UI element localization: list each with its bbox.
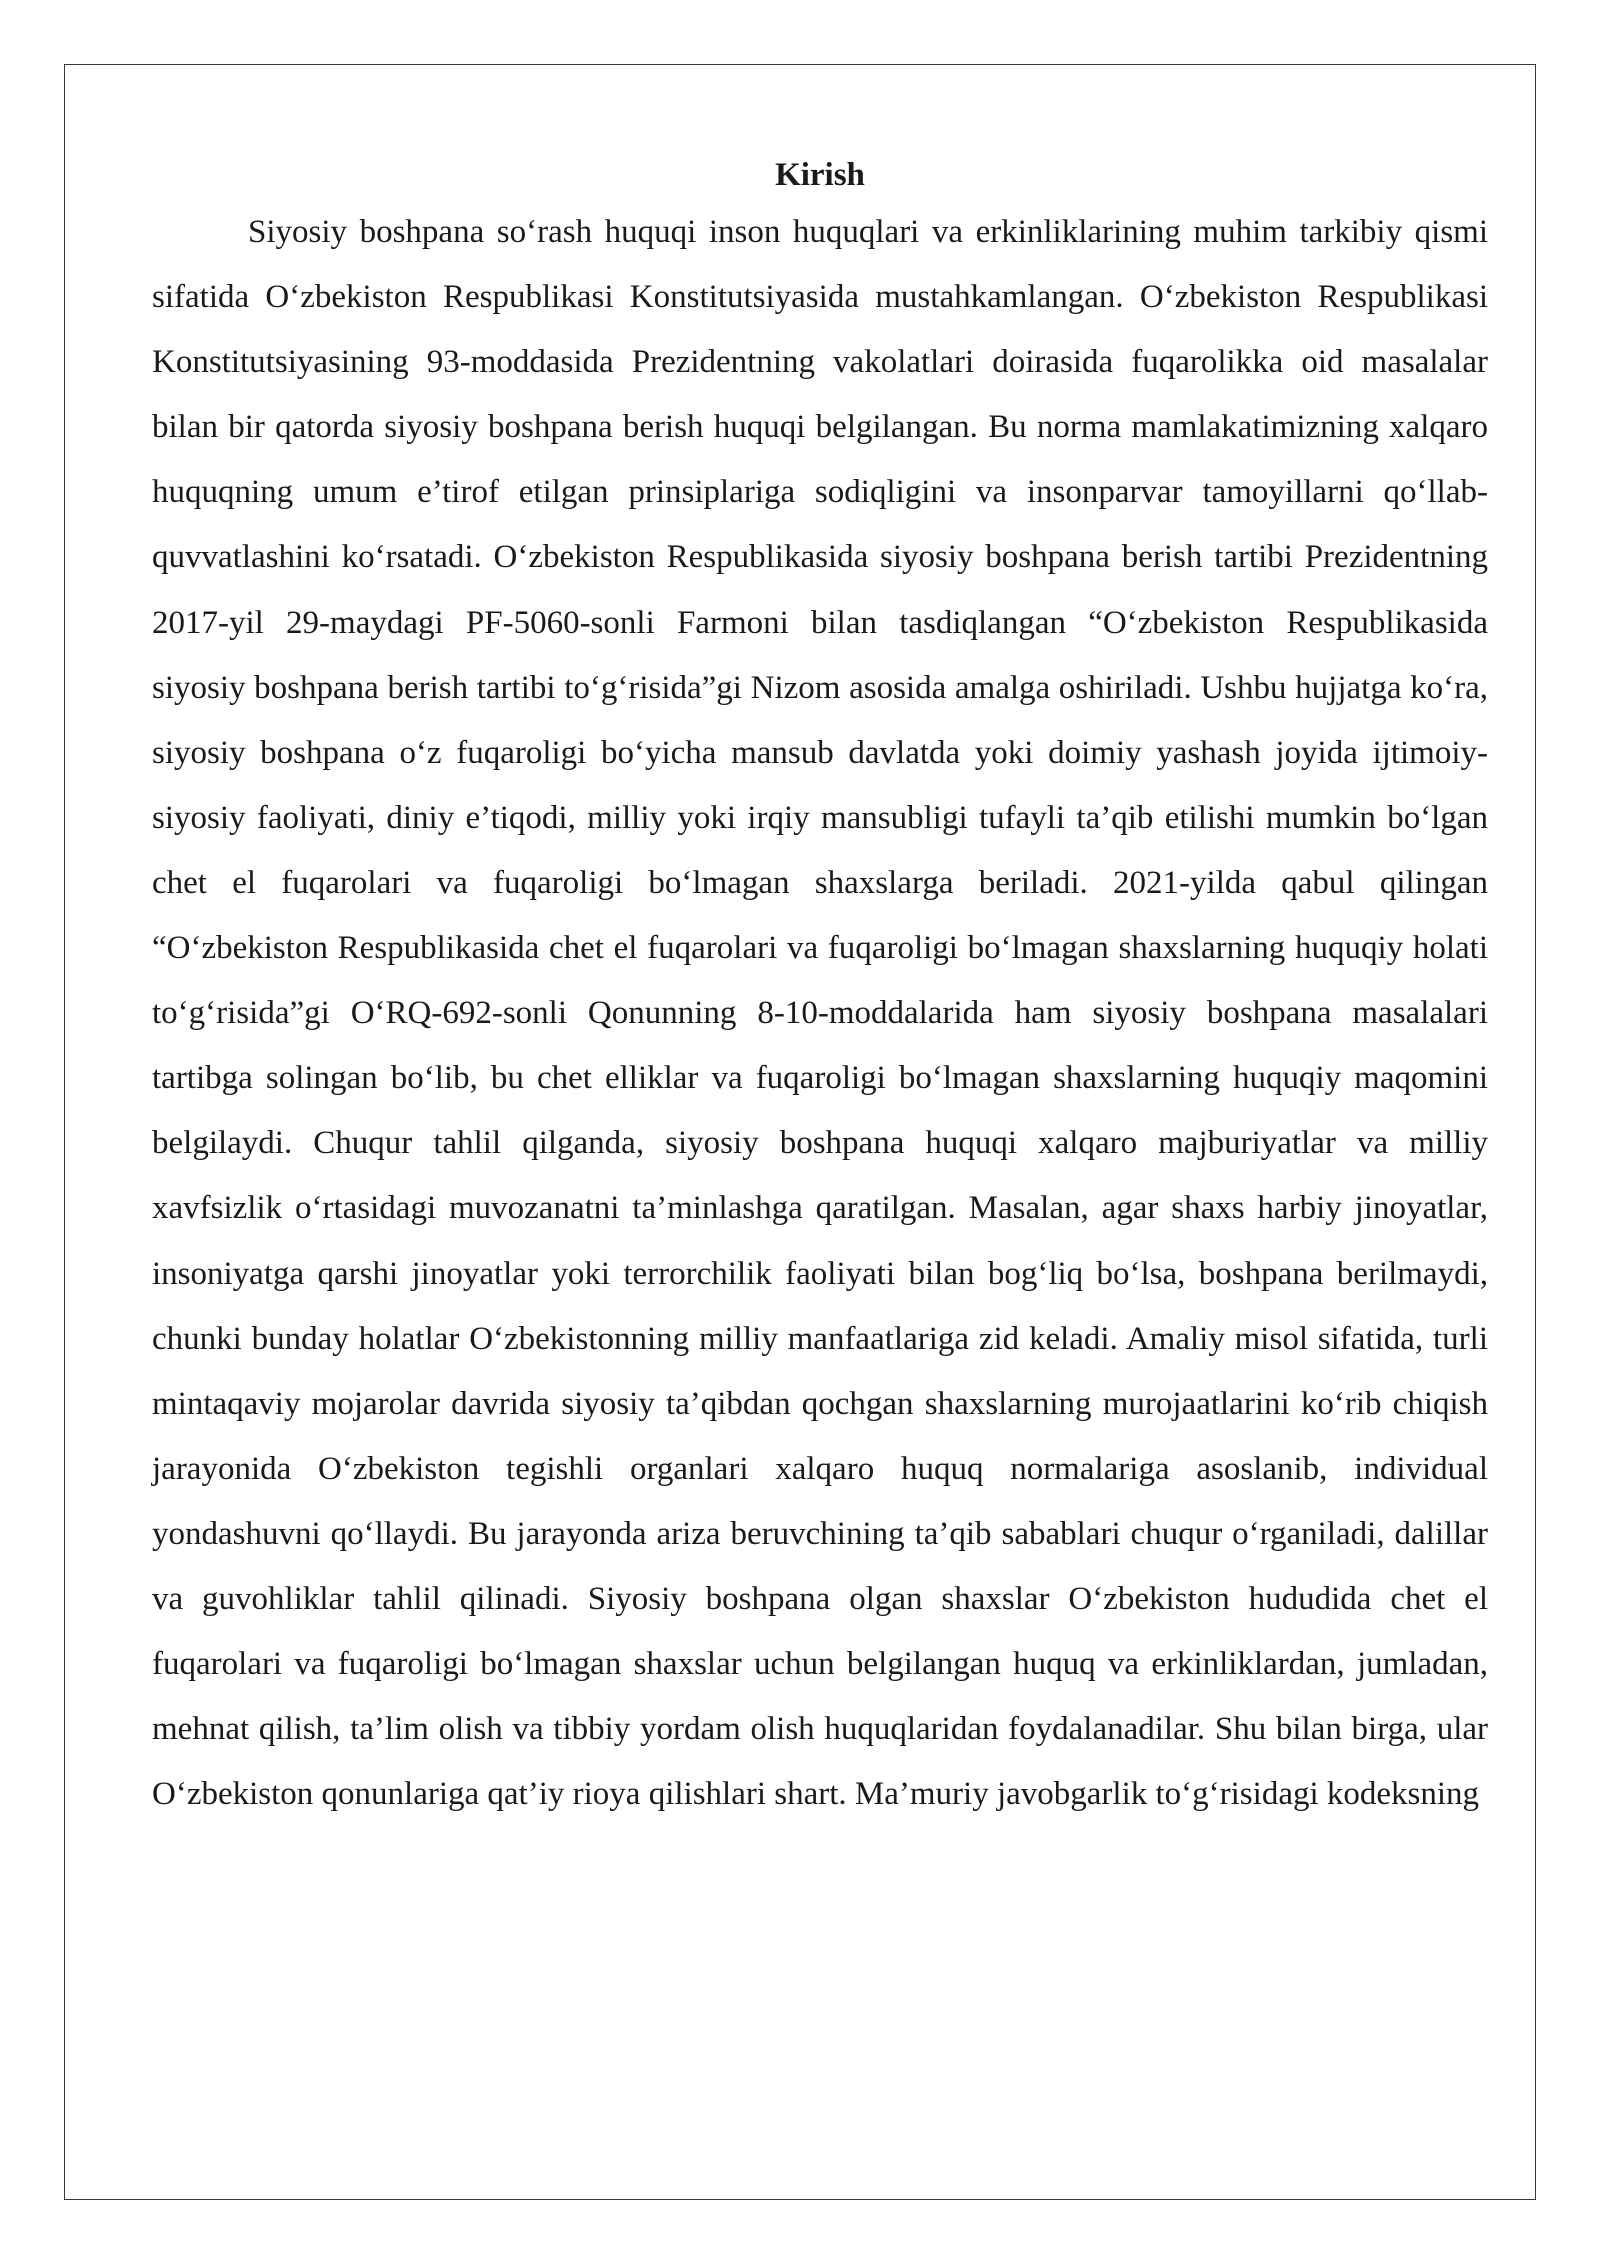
body-paragraph: Siyosiy boshpana so‘rash huquqi inson huquqlari va erkinliklarining muhim tarkibiy qismi sifatida O‘zbekiston Respublikasi Konstitutsiyasida mustahkamlangan. O‘zbekiston Respublikasi Konstitutsiyasining 93-moddasida Prezidentning vakolatlari doirasida fuqarolikka oid masalalar bilan bir qatorda siyosiy boshpana berish huquqi belgilangan. Bu norma mamlakatimizning xalqaro huquqning umum e’tirof etilgan prinsiplariga sodiqligini va insonparvar tamoyillarni qo‘llab-quvvatlashini ko‘rsatadi. O‘zbekiston Respublikasida siyosiy boshpana berish tartibi Prezidentning 2017-yil 29-maydagi PF-5060-sonli Farmoni bilan tasdiqlangan “O‘zbekiston Respublikasida siyosiy boshpana berish tartibi to‘g‘risida”gi Nizom asosida amalga oshiriladi. Ushbu hujjatga ko‘ra, siyosiy boshpana o‘z fuqaroligi bo‘yicha mansub davlatda yoki doimiy yashash joyida ijtimoiy-siyosiy faoliyati, diniy e’tiqodi, milliy yoki irqiy mansubligi tufayli ta’qib etilishi mumkin bo‘lgan chet el fuqarolari va fuqaroligi bo‘lmagan shaxslarga beriladi. 2021-yilda qabul qilingan “O‘zbekiston Respublikasida chet el fuqarolari va fuqaroligi bo‘lmagan shaxslarning huquqiy holati to‘g‘risida”gi O‘RQ-692-sonli Qonunning 8-10-moddalarida ham siyosiy boshpana masalalari tartibga solingan bo‘lib, bu chet elliklar va fuqaroligi bo‘lmagan shaxslarning huquqiy maqomini belgilaydi. Chuqur tahlil qilganda, siyosiy boshpana huquqi xalqaro majburiyatlar va milliy xavfsizlik o‘rtasidagi muvozanatni ta’minlashga qaratilgan. Masalan, agar shaxs harbiy jinoyatlar, insoniyatga qarshi jinoyatlar yoki terrorchilik faoliyati bilan bog‘liq bo‘lsa, boshpana berilmaydi, chunki bunday holatlar O‘zbekistonning milliy manfaatlariga zid keladi. Amaliy misol sifatida, turli mintaqaviy mojarolar davrida siyosiy ta’qibdan qochgan shaxslarning murojaatlarini ko‘rib chiqish jarayonida O‘zbekiston tegishli organlari xalqaro huquq normalariga asoslanib, individual yondashuvni qo‘llaydi. Bu jarayonda ariza beruvchining ta’qib sabablari chuqur o‘rganiladi, dalillar va guvohliklar tahlil qilinadi. Siyosiy boshpana olgan shaxslar O‘zbekiston hududida chet el fuqarolari va fuqaroligi bo‘lmagan shaxslar uchun belgilangan huquq va erkinliklardan, jumladan, mehnat qilish, ta’lim olish va tibbiy yordam olish huquqlaridan foydalanadilar. Shu bilan birga, ular O‘zbekiston qonunlariga qat’iy rioya qilishlari shart. Ma’muriy javobgarlik to‘g‘risidagi kodeksning (152, 214, 1488, 1813)
document-body (152, 150, 1488, 1827)
section-title: Kirish (775, 157, 865, 193)
